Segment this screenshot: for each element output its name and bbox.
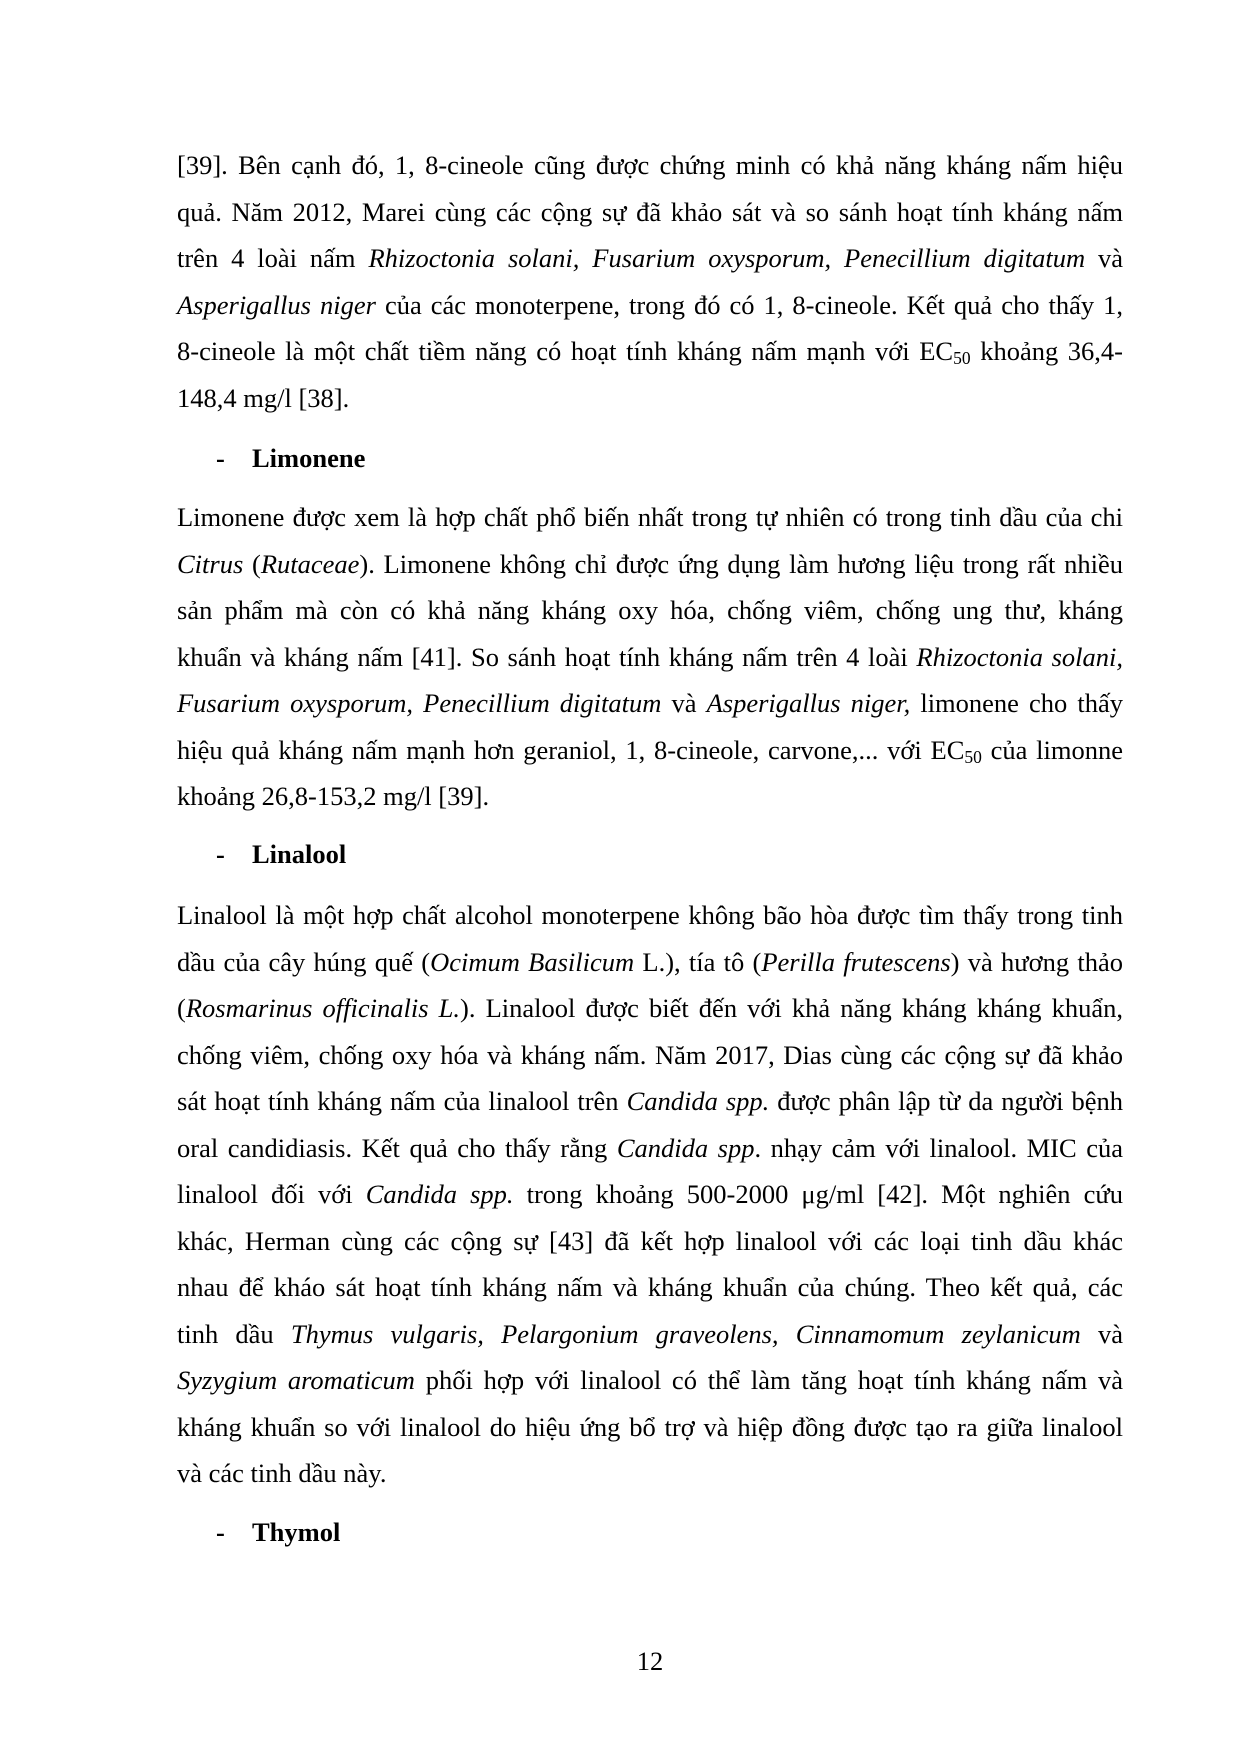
text-line: [177, 985, 1123, 1032]
text-run: nhau để kháo sát hoạt tính kháng nấm và kháng khuẩn của chúng. Theo kết quả, các: [177, 1272, 1123, 1302]
italic-text: Candida spp.: [365, 1179, 514, 1209]
text-line: [177, 773, 1123, 820]
text-line: [177, 1264, 1123, 1311]
text-run: ). Limonene không chỉ được ứng dụng làm hương liệu trong rất nhiều: [359, 548, 1123, 579]
text-line: [177, 939, 1123, 986]
text-run: và: [661, 688, 707, 718]
text-run: dầu của cây húng quế (: [177, 946, 431, 977]
italic-text: Citrus: [177, 548, 244, 579]
text-run: sát hoạt tính kháng nấm của linalool trên: [177, 1086, 627, 1116]
heading-bullet: -: [216, 1517, 225, 1547]
text-run: oral candidiasis. Kết quả cho thấy rằng: [177, 1132, 617, 1163]
text-run: được phân lập từ da người bệnh: [769, 1086, 1123, 1116]
heading-title: Limonene: [252, 443, 366, 473]
text-run: Linalool là một hợp chất alcohol monoterpene không bão hòa được tìm thấy trong tinh: [177, 900, 1123, 930]
text-line: [177, 1125, 1123, 1172]
text-run: và các tinh dầu này.: [177, 1458, 387, 1488]
text-line: [177, 892, 1123, 939]
section-heading-limonene: [177, 435, 1123, 482]
italic-text: Asperigallus niger: [177, 289, 376, 320]
text-run: trong khoảng 500-2000 μg/ml [42]. Một nghiên cứu: [513, 1179, 1123, 1209]
italic-text: Syzygium aromaticum: [177, 1365, 415, 1395]
paragraph-cineole: [177, 142, 1123, 421]
text-run: chống viêm, chống oxy hóa và kháng nấm. Năm 2017, Dias cùng các cộng sự đã khảo: [177, 1039, 1123, 1070]
text-run: của limonne: [981, 734, 1123, 765]
italic-text: Perilla frutescens: [761, 946, 951, 977]
text-line: [177, 727, 1123, 774]
text-run: limonene cho thấy: [910, 688, 1123, 718]
text-run: khác, Herman cùng các cộng sự [43] đã kết hợp linalool với các loại tinh dầu khác: [177, 1225, 1123, 1256]
text-line: [177, 375, 1123, 422]
text-run: kháng khuẩn so với linalool do hiệu ứng bổ trợ và hiệp đồng được tạo ra giữa linalool: [177, 1411, 1123, 1442]
subscript-text: 50: [953, 348, 971, 369]
text-run: khoảng 26,8-153,2 mg/l [39].: [177, 781, 490, 811]
italic-text: Candida spp.: [626, 1086, 770, 1116]
text-run: linalool đối với: [177, 1179, 366, 1209]
text-line: [177, 1078, 1123, 1125]
text-run: (: [177, 993, 186, 1023]
text-line: [177, 235, 1123, 282]
text-run: Limonene được xem là hợp chất phổ biến nhất trong tự nhiên có trong tinh dầu của chi: [177, 502, 1123, 532]
text-run: ) và hương thảo: [950, 946, 1123, 977]
text-run: của các monoterpene, trong đó có 1, 8-cineole. Kết quả cho thấy 1,: [375, 289, 1123, 320]
text-line: [177, 680, 1123, 727]
text-run: sản phẩm mà còn có khả năng kháng oxy hóa, chống viêm, chống ung thư, kháng: [177, 595, 1123, 625]
text-line: [177, 587, 1123, 634]
section-heading-thymol: [177, 1509, 1123, 1556]
text-run: trên 4 loài nấm: [177, 243, 369, 273]
text-run: và: [1085, 243, 1124, 273]
text-run: quả. Năm 2012, Marei cùng các cộng sự đã khảo sát và so sánh hoạt tính kháng nấm: [177, 196, 1123, 227]
text-line: [177, 142, 1123, 189]
text-run: 148,4 mg/l [38].: [177, 382, 350, 413]
text-line: [177, 1171, 1123, 1218]
text-line: [177, 1357, 1123, 1404]
italic-text: Fusarium oxysporum, Penecillium digitatum: [177, 688, 662, 718]
text-run: . nhạy cảm với linalool. MIC của: [754, 1132, 1123, 1163]
italic-text: Rhizoctonia solani,: [916, 641, 1124, 672]
subscript-text: 50: [964, 746, 982, 767]
text-run: khuẩn và kháng nấm [41]. So sánh hoạt tính kháng nấm trên 4 loài: [177, 641, 917, 672]
text-run: khoảng 36,4-: [970, 336, 1124, 366]
text-run: ). Linalool được biết đến với khả năng kháng kháng khuẩn,: [460, 993, 1123, 1023]
text-line: [177, 1311, 1123, 1358]
heading-title: Linalool: [252, 839, 347, 869]
italic-text: Asperigallus niger,: [706, 688, 911, 718]
text-line: [177, 1404, 1123, 1451]
italic-text: Rhizoctonia solani, Fusarium oxysporum, Penecillium digitatum: [368, 243, 1086, 273]
text-line: [177, 541, 1123, 588]
text-run: L.), tía tô (: [634, 946, 762, 977]
italic-text: Rutaceae: [260, 548, 360, 579]
text-line: [177, 494, 1123, 541]
text-run: hiệu quả kháng nấm mạnh hơn geraniol, 1, 8-cineole, carvone,... với EC: [177, 734, 965, 765]
paragraph-limonene: [177, 494, 1123, 820]
text-run: phối hợp với linalool có thể làm tăng hoạt tính kháng nấm và: [414, 1365, 1123, 1395]
text-line: [177, 1218, 1123, 1265]
text-run: (: [243, 548, 261, 579]
page-number: 12: [636, 1646, 664, 1676]
heading-title: Thymol: [252, 1517, 341, 1547]
italic-text: Thymus vulgaris, Pelargonium graveolens, Cinnamomum zeylanicum: [290, 1318, 1081, 1349]
text-run: [39]. Bên cạnh đó, 1, 8-cineole cũng được chứng minh có khả năng kháng nấm hiệu: [177, 150, 1123, 180]
heading-bullet: -: [216, 443, 225, 473]
text-line: [177, 1450, 1123, 1497]
section-heading-linalool: [177, 831, 1123, 878]
text-line: [177, 1032, 1123, 1079]
text-run: 8-cineole là một chất tiềm năng có hoạt tính kháng nấm mạnh với EC: [177, 336, 954, 366]
text-run: và: [1080, 1318, 1123, 1349]
text-line: [177, 282, 1123, 329]
heading-bullet: -: [216, 839, 225, 869]
text-line: [177, 189, 1123, 236]
text-run: tinh dầu: [177, 1318, 291, 1349]
italic-text: Rosmarinus officinalis L.: [185, 993, 461, 1023]
text-line: [177, 328, 1123, 375]
italic-text: Ocimum Basilicum: [430, 946, 635, 977]
italic-text: Candida spp: [616, 1132, 755, 1163]
paragraph-linalool: [177, 892, 1123, 1497]
text-line: [177, 634, 1123, 681]
